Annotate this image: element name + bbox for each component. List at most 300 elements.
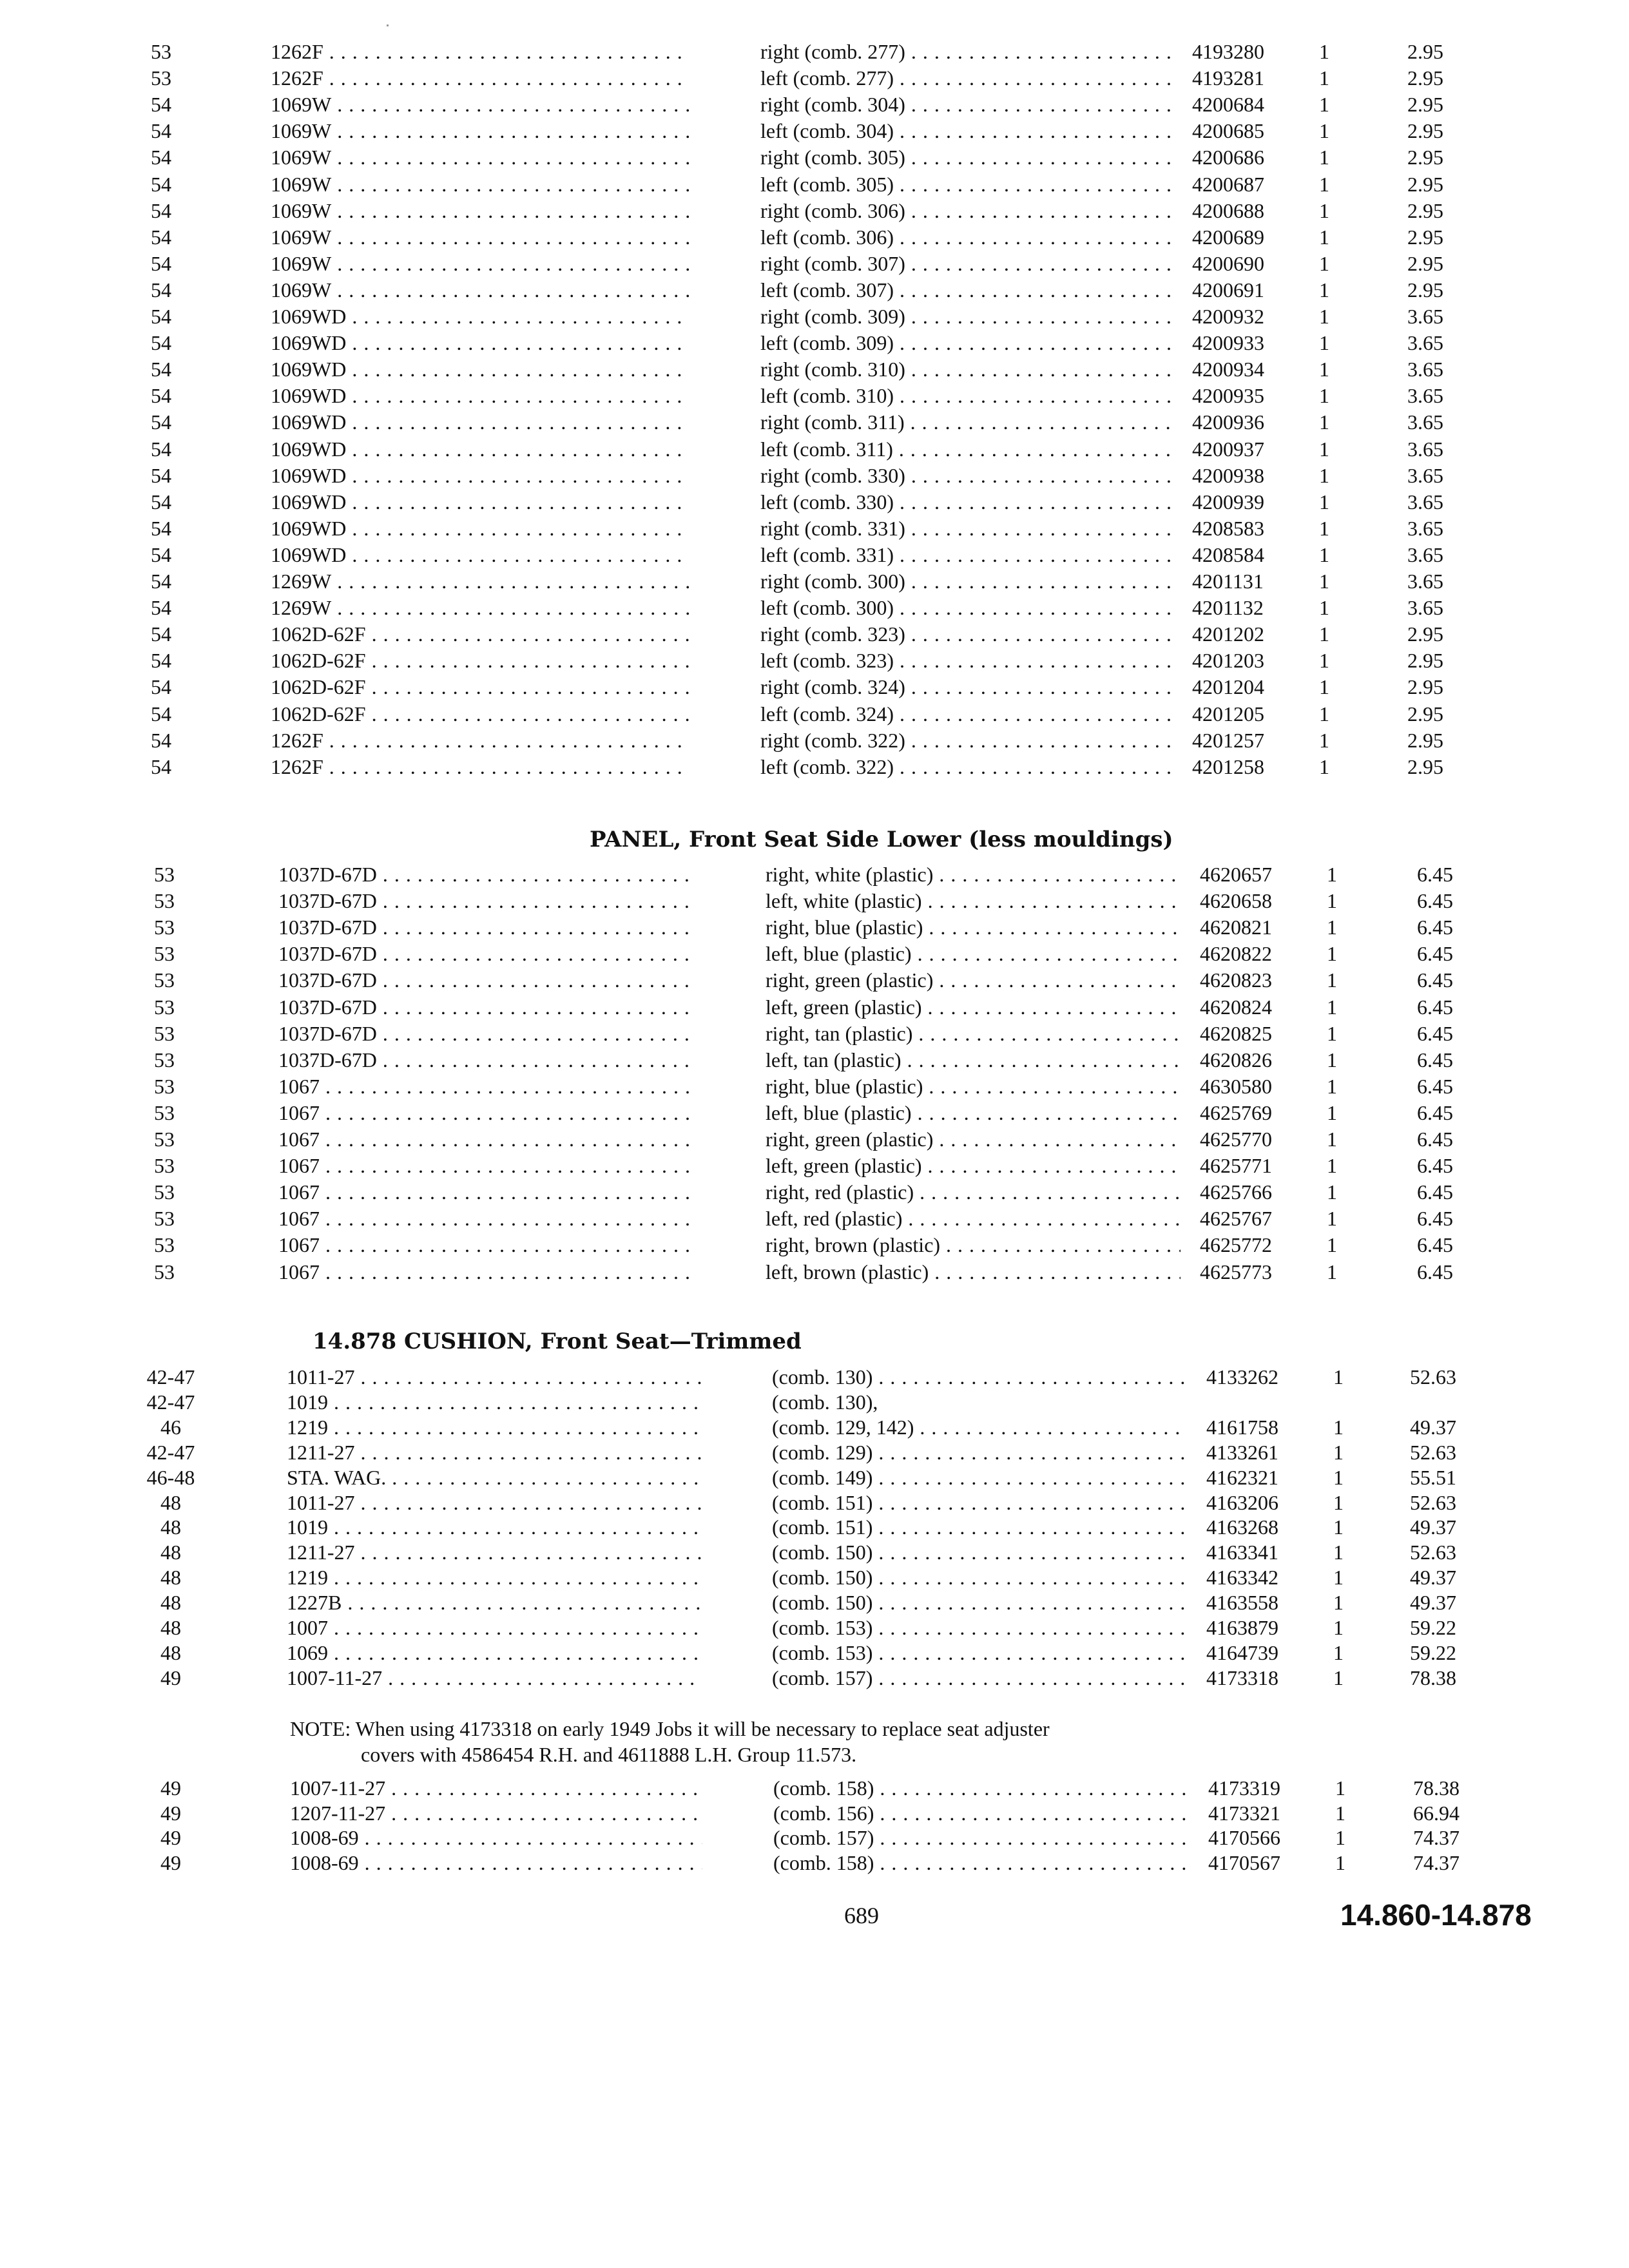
body-style-cell: 1037D-67D . . .: [278, 1021, 695, 1046]
parts-row: [0, 1539, 1629, 1565]
year-cell: 54: [151, 305, 171, 328]
part-number-cell: 4163341: [1206, 1541, 1278, 1564]
parts-row: [0, 1665, 1629, 1691]
quantity-cell: 1: [1319, 675, 1329, 699]
parts-row: [0, 1047, 1629, 1073]
quantity-cell: 1: [1333, 1415, 1344, 1439]
quantity-cell: 1: [1327, 1128, 1337, 1151]
price-cell: 2.95: [1407, 40, 1443, 63]
note-line-1: NOTE: When using 4173318 on early 1949 Jobs it will be necessary to replace seat adjuster: [290, 1717, 1050, 1740]
body-style-cell: 1069WD . . .: [271, 409, 689, 435]
quantity-cell: 1: [1319, 358, 1329, 381]
year-cell: 54: [151, 702, 171, 726]
part-number-cell: 4200933: [1192, 331, 1264, 355]
price-cell: 6.45: [1417, 942, 1453, 966]
part-number-cell: 4200689: [1192, 225, 1264, 249]
part-number-cell: 4164739: [1206, 1640, 1278, 1664]
body-style-cell: 1227B . . .: [287, 1590, 701, 1615]
year-cell: 54: [151, 251, 171, 275]
price-cell: 55.51: [1410, 1465, 1456, 1489]
body-style-cell: 1067 . . .: [278, 1206, 695, 1231]
part-number-cell: 4620657: [1200, 863, 1272, 886]
parts-row: [0, 463, 1629, 488]
quantity-cell: 1: [1327, 1074, 1337, 1098]
body-style-cell: 1008-69 . . .: [290, 1850, 702, 1876]
quantity-cell: 1: [1319, 728, 1329, 752]
part-number-cell: 4625770: [1200, 1128, 1272, 1151]
parts-row: [0, 436, 1629, 462]
parts-row: [0, 914, 1629, 940]
description-cell: right (comb. 309) . . .: [760, 303, 1173, 329]
part-number-cell: 4200687: [1192, 172, 1264, 196]
quantity-cell: 1: [1319, 649, 1329, 673]
body-style-cell: 1007-11-27 . . .: [287, 1665, 701, 1691]
body-style-cell: 1062D-62F . . .: [271, 621, 689, 647]
body-style-cell: 1069W . . .: [271, 171, 689, 197]
year-cell: 54: [151, 358, 171, 381]
quantity-cell: 1: [1319, 596, 1329, 620]
parts-row: [0, 118, 1629, 144]
year-cell: 53: [154, 1154, 175, 1178]
parts-row: [0, 65, 1629, 91]
description-cell: (comb. 129, 142) . . .: [772, 1414, 1187, 1440]
parts-row: [0, 356, 1629, 382]
description-cell: right (comb. 304) . . .: [760, 91, 1173, 117]
year-cell: 54: [151, 146, 171, 169]
price-cell: 59.22: [1410, 1640, 1456, 1664]
year-cell: 54: [151, 410, 171, 434]
description-cell: (comb. 129) . . .: [772, 1439, 1187, 1465]
description-cell: right, white (plastic) . . .: [766, 861, 1181, 887]
parts-row: [0, 1439, 1629, 1465]
parts-row: [0, 1564, 1629, 1590]
description-cell: (comb. 150) . . .: [772, 1590, 1187, 1615]
description-cell: (comb. 158) . . .: [773, 1850, 1189, 1876]
part-number-cell: 4163879: [1206, 1616, 1278, 1639]
description-cell: (comb. 150) . . .: [772, 1539, 1187, 1565]
body-style-cell: 1037D-67D . . .: [278, 994, 695, 1020]
parts-row: [0, 383, 1629, 408]
description-cell: right (comb. 306) . . .: [760, 198, 1173, 224]
price-cell: 2.95: [1407, 198, 1443, 222]
description-cell: left (comb. 277) . . .: [760, 65, 1173, 91]
body-style-cell: 1037D-67D . . .: [278, 941, 695, 966]
body-style-cell: 1069WD . . .: [271, 463, 689, 488]
price-cell: 2.95: [1407, 754, 1443, 778]
price-cell: 49.37: [1410, 1566, 1456, 1590]
parts-row: [0, 224, 1629, 250]
description-cell: left (comb. 311) . . .: [760, 436, 1173, 462]
part-number-cell: 4201257: [1192, 728, 1264, 752]
part-number-cell: 4200935: [1192, 384, 1264, 408]
quantity-cell: 1: [1335, 1776, 1345, 1800]
price-cell: 6.45: [1417, 1074, 1453, 1098]
quantity-cell: 1: [1333, 1640, 1344, 1664]
body-style-cell: 1067 . . .: [278, 1126, 695, 1152]
quantity-cell: 1: [1333, 1591, 1344, 1615]
description-cell: right (comb. 330) . . .: [760, 463, 1173, 488]
quantity-cell: 1: [1333, 1465, 1344, 1489]
quantity-cell: 1: [1327, 863, 1337, 886]
part-number-cell: 4201131: [1192, 570, 1264, 593]
body-style-cell: 1069WD . . .: [271, 489, 689, 515]
quantity-cell: 1: [1333, 1666, 1344, 1689]
panel-section-heading: PANEL, Front Seat Side Lower (less mouldings): [590, 827, 1173, 852]
year-cell: 53: [154, 1048, 175, 1072]
price-cell: 6.45: [1417, 1128, 1453, 1151]
installation-note: [290, 1716, 1224, 1767]
price-cell: 52.63: [1410, 1541, 1456, 1564]
price-cell: 2.95: [1407, 66, 1443, 90]
part-number-cell: 4200932: [1192, 305, 1264, 328]
part-number-cell: 4200934: [1192, 358, 1264, 381]
quantity-cell: 1: [1319, 622, 1329, 646]
quantity-cell: 1: [1319, 251, 1329, 275]
parts-row: [0, 568, 1629, 594]
body-style-cell: 1207-11-27 . . .: [290, 1800, 702, 1826]
price-cell: 3.65: [1407, 463, 1443, 487]
parts-row: [0, 861, 1629, 887]
year-cell: 46: [160, 1415, 181, 1439]
body-style-cell: 1067 . . .: [278, 1100, 695, 1126]
body-style-cell: 1008-69 . . .: [290, 1825, 702, 1850]
body-style-cell: 1037D-67D . . .: [278, 967, 695, 993]
parts-row: [0, 303, 1629, 329]
parts-row: [0, 542, 1629, 568]
price-cell: 6.45: [1417, 1021, 1453, 1045]
body-style-cell: 1037D-67D . . .: [278, 914, 695, 940]
part-number-cell: 4162321: [1206, 1465, 1278, 1489]
quantity-cell: 1: [1333, 1616, 1344, 1639]
price-cell: 6.45: [1417, 889, 1453, 913]
parts-row: [0, 1490, 1629, 1515]
price-cell: 6.45: [1417, 1048, 1453, 1072]
year-cell: 53: [154, 942, 175, 966]
price-cell: 3.65: [1407, 331, 1443, 355]
parts-row: [0, 489, 1629, 515]
part-number-cell: 4201203: [1192, 649, 1264, 673]
quantity-cell: 1: [1319, 754, 1329, 778]
body-style-cell: 1069W . . .: [271, 224, 689, 250]
part-number-cell: 4620823: [1200, 968, 1272, 992]
price-cell: 49.37: [1410, 1515, 1456, 1539]
parts-row: [0, 1100, 1629, 1126]
price-cell: 3.65: [1407, 358, 1443, 381]
price-cell: 6.45: [1417, 1100, 1453, 1124]
part-number-cell: 4133262: [1206, 1365, 1278, 1389]
year-cell: 54: [151, 622, 171, 646]
parts-row: [0, 941, 1629, 966]
quantity-cell: 1: [1327, 916, 1337, 939]
quantity-cell: 1: [1335, 1801, 1345, 1825]
part-number-cell: 4163268: [1206, 1515, 1278, 1539]
part-number-cell: 4200688: [1192, 198, 1264, 222]
description-cell: left (comb. 307) . . .: [760, 277, 1173, 303]
parts-row: [0, 1590, 1629, 1615]
part-number-cell: 4173319: [1208, 1776, 1280, 1800]
part-number-cell: 4620821: [1200, 916, 1272, 939]
description-cell: right, blue (plastic) . . .: [766, 914, 1181, 940]
body-style-cell: 1269W . . .: [271, 568, 689, 594]
body-style-cell: 1069W . . .: [271, 118, 689, 144]
part-number-cell: 4201202: [1192, 622, 1264, 646]
price-cell: 6.45: [1417, 1207, 1453, 1231]
body-style-cell: 1062D-62F . . .: [271, 648, 689, 673]
price-cell: 2.95: [1407, 702, 1443, 726]
price-cell: 74.37: [1413, 1826, 1460, 1850]
quantity-cell: 1: [1327, 889, 1337, 913]
quantity-cell: 1: [1319, 146, 1329, 169]
quantity-cell: 1: [1327, 1021, 1337, 1045]
year-cell: 54: [151, 278, 171, 302]
description-cell: left (comb. 306) . . .: [760, 224, 1173, 250]
body-style-cell: STA. WAG. . . .: [287, 1465, 701, 1490]
part-number-cell: 4200684: [1192, 93, 1264, 117]
description-cell: right, tan (plastic) . . .: [766, 1021, 1181, 1046]
parts-row: [0, 1021, 1629, 1046]
quantity-cell: 1: [1327, 1260, 1337, 1283]
year-cell: 53: [154, 1207, 175, 1231]
parts-row: [0, 648, 1629, 673]
parts-row: [0, 727, 1629, 753]
description-cell: left (comb. 331) . . .: [760, 542, 1173, 568]
year-cell: 54: [151, 119, 171, 143]
description-cell: right (comb. 311) . . .: [760, 409, 1173, 435]
price-cell: 6.45: [1417, 968, 1453, 992]
year-cell: 54: [151, 675, 171, 699]
parts-row: [0, 1615, 1629, 1640]
year-cell: 53: [154, 1180, 175, 1204]
body-style-cell: 1069W . . .: [271, 91, 689, 117]
body-style-cell: 1062D-62F . . .: [271, 701, 689, 727]
year-cell: 54: [151, 225, 171, 249]
parts-row: [0, 701, 1629, 727]
parts-row: [0, 171, 1629, 197]
parts-row: [0, 91, 1629, 117]
year-cell: 49: [160, 1851, 181, 1875]
year-cell: 53: [154, 968, 175, 992]
part-number-cell: 4163558: [1206, 1591, 1278, 1615]
parts-row: [0, 1800, 1629, 1826]
year-cell: 54: [151, 596, 171, 620]
description-cell: (comb. 130) . . .: [772, 1364, 1187, 1390]
part-number-cell: 4201204: [1192, 675, 1264, 699]
quantity-cell: 1: [1327, 995, 1337, 1019]
description-cell: right, red (plastic) . . .: [766, 1179, 1181, 1205]
price-cell: 52.63: [1410, 1490, 1456, 1514]
year-cell: 54: [151, 172, 171, 196]
body-style-cell: 1007 . . .: [287, 1615, 701, 1640]
part-number-cell: 4200686: [1192, 146, 1264, 169]
price-cell: 6.45: [1417, 995, 1453, 1019]
part-number-cell: 4208584: [1192, 543, 1264, 566]
year-cell: 48: [160, 1490, 181, 1514]
description-cell: (comb. 130),: [772, 1390, 878, 1414]
description-cell: (comb. 153) . . .: [772, 1640, 1187, 1666]
part-number-cell: 4200937: [1192, 437, 1264, 461]
year-cell: 54: [151, 463, 171, 487]
part-number-cell: 4620825: [1200, 1021, 1272, 1045]
quantity-cell: 1: [1333, 1515, 1344, 1539]
part-number-cell: 4208583: [1192, 516, 1264, 540]
price-cell: 6.45: [1417, 916, 1453, 939]
body-style-cell: 1037D-67D . . .: [278, 1047, 695, 1073]
parts-row: [0, 330, 1629, 356]
description-cell: (comb. 149) . . .: [772, 1465, 1187, 1490]
part-number-cell: 4625769: [1200, 1100, 1272, 1124]
year-cell: 54: [151, 543, 171, 566]
year-cell: 42-47: [146, 1390, 195, 1414]
price-cell: 78.38: [1413, 1776, 1460, 1800]
parts-row: [0, 39, 1629, 64]
quantity-cell: 1: [1319, 66, 1329, 90]
part-number-cell: 4620824: [1200, 995, 1272, 1019]
year-cell: 53: [154, 995, 175, 1019]
year-cell: 48: [160, 1640, 181, 1664]
year-cell: 54: [151, 754, 171, 778]
year-cell: 48: [160, 1566, 181, 1590]
year-cell: 54: [151, 516, 171, 540]
part-number-cell: 4620658: [1200, 889, 1272, 913]
part-number-cell: 4625767: [1200, 1207, 1272, 1231]
price-cell: 2.95: [1407, 93, 1443, 117]
parts-row: [0, 1153, 1629, 1178]
parts-row: [0, 1414, 1629, 1440]
description-cell: right, blue (plastic) . . .: [766, 1073, 1181, 1099]
description-cell: left, brown (plastic) . . .: [766, 1259, 1181, 1285]
description-cell: right, green (plastic) . . .: [766, 1126, 1181, 1152]
body-style-cell: 1007-11-27 . . .: [290, 1775, 702, 1801]
year-cell: 53: [154, 1260, 175, 1283]
description-cell: right (comb. 322) . . .: [760, 727, 1173, 753]
price-cell: 3.65: [1407, 384, 1443, 408]
body-style-cell: 1067 . . .: [278, 1153, 695, 1178]
body-style-cell: 1211-27 . . .: [287, 1539, 701, 1565]
price-cell: 2.95: [1407, 172, 1443, 196]
quantity-cell: 1: [1319, 225, 1329, 249]
body-style-cell: 1219 . . .: [287, 1414, 701, 1440]
quantity-cell: 1: [1319, 331, 1329, 355]
price-cell: 59.22: [1410, 1616, 1456, 1639]
quantity-cell: 1: [1327, 1154, 1337, 1178]
description-cell: right (comb. 331) . . .: [760, 515, 1173, 541]
quantity-cell: 1: [1335, 1851, 1345, 1875]
body-style-cell: 1067 . . .: [278, 1073, 695, 1099]
quantity-cell: 1: [1319, 437, 1329, 461]
body-style-cell: 1069WD . . .: [271, 542, 689, 568]
cushion-section-heading: 14.878 CUSHION, Front Seat—Trimmed: [313, 1329, 802, 1354]
part-number-cell: 4625772: [1200, 1233, 1272, 1257]
quantity-cell: 1: [1319, 463, 1329, 487]
price-cell: 2.95: [1407, 225, 1443, 249]
quantity-cell: 1: [1327, 1180, 1337, 1204]
parts-row: [0, 967, 1629, 993]
body-style-cell: 1069WD . . .: [271, 356, 689, 382]
part-number-cell: 4163206: [1206, 1490, 1278, 1514]
body-style-cell: 1067 . . .: [278, 1232, 695, 1258]
price-cell: 3.65: [1407, 516, 1443, 540]
part-number-cell: 4625766: [1200, 1180, 1272, 1204]
price-cell: 2.95: [1407, 675, 1443, 699]
year-cell: 54: [151, 384, 171, 408]
description-cell: left, tan (plastic) . . .: [766, 1047, 1181, 1073]
parts-row: [0, 1179, 1629, 1205]
body-style-cell: 1069WD . . .: [271, 330, 689, 356]
quantity-cell: 1: [1327, 968, 1337, 992]
description-cell: left (comb. 304) . . .: [760, 118, 1173, 144]
quantity-cell: 1: [1319, 93, 1329, 117]
part-number-cell: 4170567: [1208, 1851, 1280, 1875]
description-cell: right (comb. 305) . . .: [760, 144, 1173, 170]
price-cell: 49.37: [1410, 1415, 1456, 1439]
body-style-cell: 1069W . . .: [271, 251, 689, 276]
quantity-cell: 1: [1333, 1440, 1344, 1464]
description-cell: right (comb. 307) . . .: [760, 251, 1173, 276]
parts-row: [0, 1514, 1629, 1540]
price-cell: 3.65: [1407, 570, 1443, 593]
part-number-cell: 4200685: [1192, 119, 1264, 143]
part-number-cell: 4200691: [1192, 278, 1264, 302]
price-cell: 2.95: [1407, 119, 1443, 143]
quantity-cell: 1: [1319, 278, 1329, 302]
year-cell: 54: [151, 198, 171, 222]
quantity-cell: 1: [1319, 543, 1329, 566]
description-cell: (comb. 158) . . .: [773, 1775, 1189, 1801]
quantity-cell: 1: [1319, 570, 1329, 593]
price-cell: 6.45: [1417, 1260, 1453, 1283]
year-cell: 53: [154, 1074, 175, 1098]
price-cell: 6.45: [1417, 1233, 1453, 1257]
parts-row: [0, 251, 1629, 276]
body-style-cell: 1062D-62F . . .: [271, 674, 689, 700]
part-number-cell: 4201258: [1192, 754, 1264, 778]
body-style-cell: 1069WD . . .: [271, 303, 689, 329]
part-number-cell: 4161758: [1206, 1415, 1278, 1439]
price-cell: 74.37: [1413, 1851, 1460, 1875]
quantity-cell: 1: [1327, 1207, 1337, 1231]
description-cell: left, blue (plastic) . . .: [766, 1100, 1181, 1126]
year-cell: 53: [151, 66, 171, 90]
year-cell: 53: [151, 40, 171, 63]
price-cell: 2.95: [1407, 622, 1443, 646]
parts-row: [0, 409, 1629, 435]
part-number-cell: 4201205: [1192, 702, 1264, 726]
quantity-cell: 1: [1333, 1541, 1344, 1564]
description-cell: left (comb. 322) . . .: [760, 754, 1173, 780]
body-style-cell: 1219 . . .: [287, 1564, 701, 1590]
parts-row: [0, 198, 1629, 224]
body-style-cell: 1067 . . .: [278, 1259, 695, 1285]
part-number-cell: 4625771: [1200, 1154, 1272, 1178]
price-cell: 78.38: [1410, 1666, 1456, 1689]
parts-row: [0, 888, 1629, 914]
part-number-cell: 4193281: [1192, 66, 1264, 90]
parts-row: [0, 674, 1629, 700]
year-cell: 53: [154, 1100, 175, 1124]
part-number-cell: 4163342: [1206, 1566, 1278, 1590]
description-cell: (comb. 150) . . .: [772, 1564, 1187, 1590]
description-cell: (comb. 157) . . .: [772, 1665, 1187, 1691]
body-style-cell: 1262F . . .: [271, 727, 689, 753]
price-cell: 3.65: [1407, 490, 1443, 514]
body-style-cell: 1069WD . . .: [271, 436, 689, 462]
body-style-cell: 1069 . . .: [287, 1640, 701, 1666]
parts-row: [0, 1364, 1629, 1390]
scan-speck: [387, 24, 389, 26]
description-cell: left, green (plastic) . . .: [766, 1153, 1181, 1178]
quantity-cell: 1: [1319, 702, 1329, 726]
description-cell: left (comb. 324) . . .: [760, 701, 1173, 727]
